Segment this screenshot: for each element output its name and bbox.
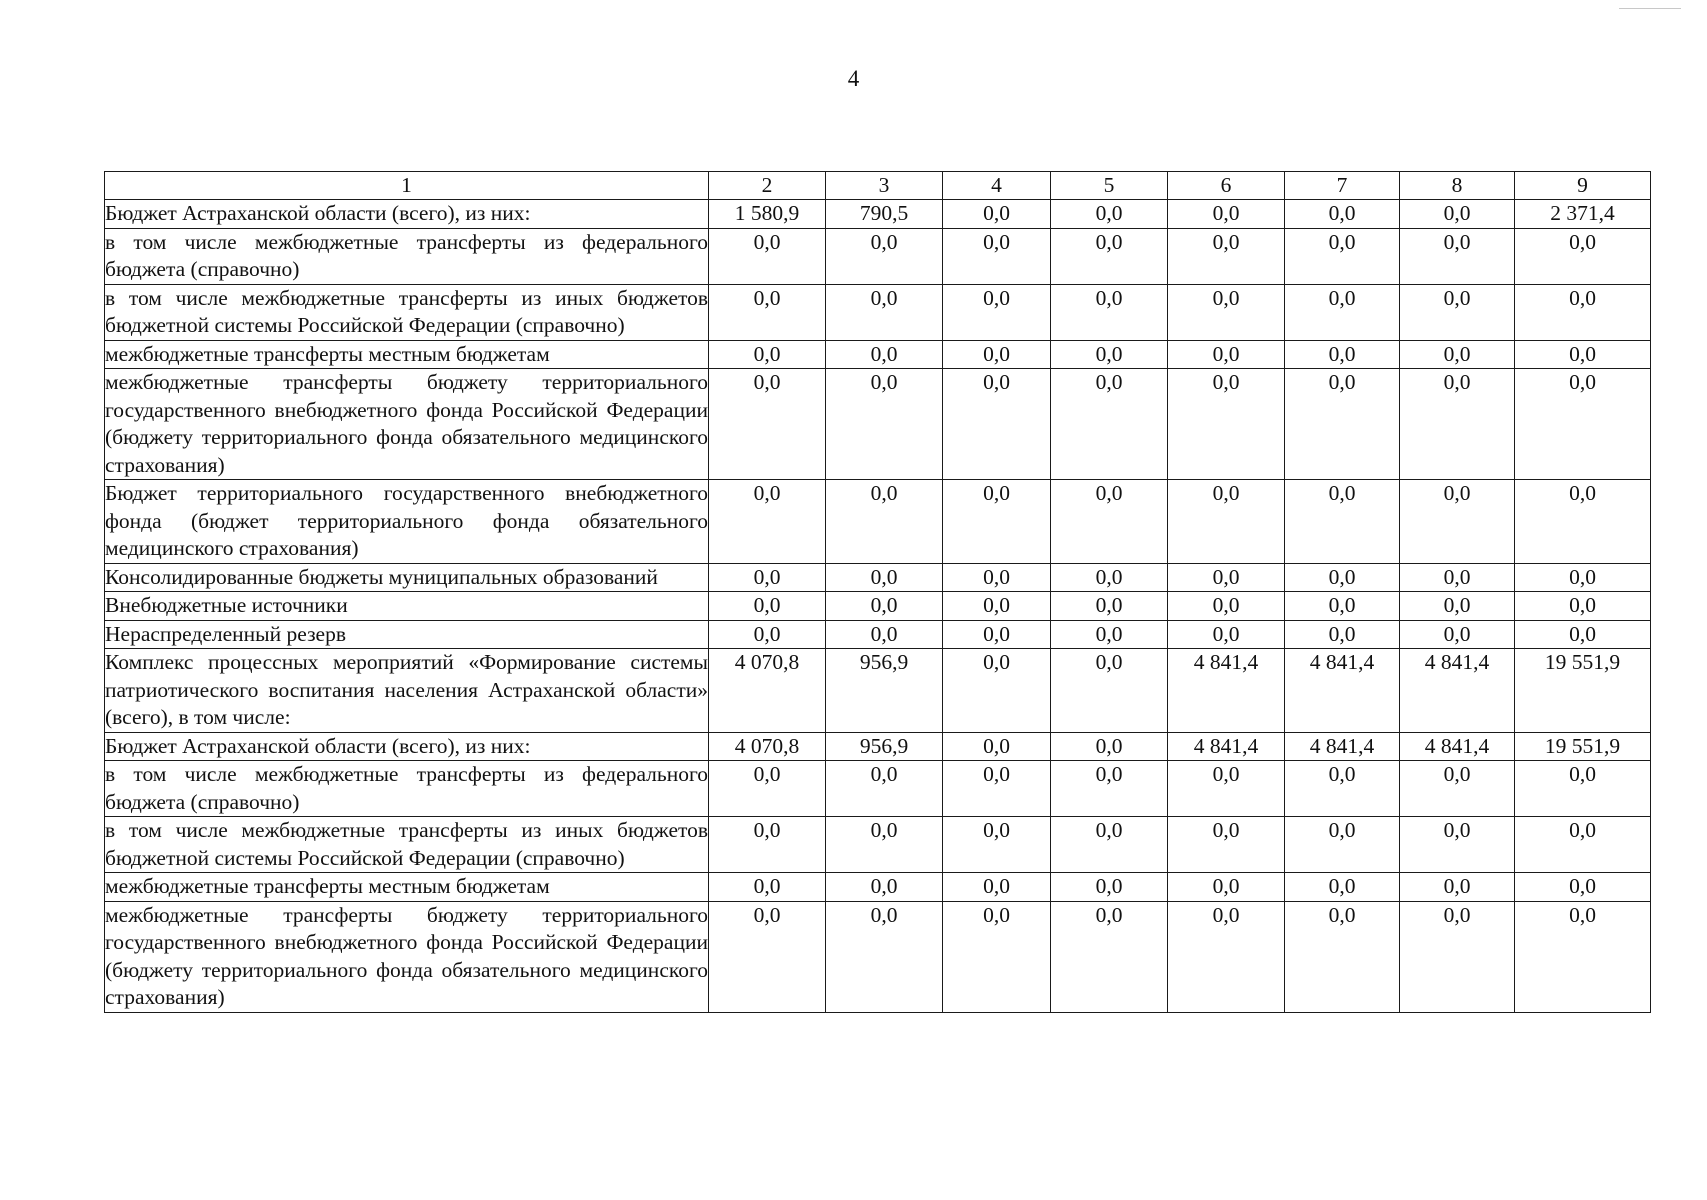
value-cell-col-5: 0,0 [1051,200,1168,229]
value-cell-col-2: 4 070,8 [709,649,826,733]
value-cell-col-7: 0,0 [1285,200,1400,229]
row-label: межбюджетные трансферты местным бюджетам [105,340,709,369]
value-cell-col-4: 0,0 [943,732,1051,761]
table-row [105,228,1651,284]
value-cell-col-8: 0,0 [1400,873,1515,902]
value-cell-col-8: 0,0 [1400,200,1515,229]
value-cell-col-6: 0,0 [1168,901,1285,1012]
value-cell-col-7: 0,0 [1285,761,1400,817]
row-label: в том числе межбюджетные трансферты из иных бюджетов бюджетной системы Российской Федерации (справочно) [105,817,709,873]
value-cell-col-3: 0,0 [826,563,943,592]
row-label: Внебюджетные источники [105,592,709,621]
value-cell-col-2: 0,0 [709,901,826,1012]
table-row [105,592,1651,621]
row-label: Бюджет территориального государственного внебюджетного фонда (бюджет территориального фонда обязательного медицинского страхования) [105,480,709,564]
page-number: 4 [847,66,860,91]
column-number-2: 2 [709,172,826,200]
value-cell-col-9: 0,0 [1515,369,1651,480]
value-cell-col-3: 0,0 [826,369,943,480]
value-cell-col-8: 0,0 [1400,563,1515,592]
column-number-7: 7 [1285,172,1400,200]
value-cell-col-5: 0,0 [1051,649,1168,733]
value-cell-col-6: 0,0 [1168,200,1285,229]
budget-table-body [105,172,1651,1013]
column-number-6: 6 [1168,172,1285,200]
value-cell-col-4: 0,0 [943,620,1051,649]
table-row [105,732,1651,761]
value-cell-col-2: 0,0 [709,228,826,284]
value-cell-col-7: 4 841,4 [1285,732,1400,761]
value-cell-col-9: 0,0 [1515,873,1651,902]
value-cell-col-8: 0,0 [1400,817,1515,873]
table-row [105,761,1651,817]
value-cell-col-4: 0,0 [943,592,1051,621]
value-cell-col-8: 0,0 [1400,369,1515,480]
table-row [105,284,1651,340]
row-label: Нераспределенный резерв [105,620,709,649]
value-cell-col-9: 0,0 [1515,340,1651,369]
value-cell-col-7: 0,0 [1285,563,1400,592]
value-cell-col-2: 0,0 [709,284,826,340]
column-number-4: 4 [943,172,1051,200]
value-cell-col-2: 0,0 [709,563,826,592]
value-cell-col-6: 0,0 [1168,340,1285,369]
table-row [105,563,1651,592]
value-cell-col-6: 0,0 [1168,369,1285,480]
value-cell-col-2: 4 070,8 [709,732,826,761]
value-cell-col-5: 0,0 [1051,228,1168,284]
value-cell-col-6: 0,0 [1168,761,1285,817]
value-cell-col-7: 0,0 [1285,480,1400,564]
value-cell-col-5: 0,0 [1051,901,1168,1012]
value-cell-col-9: 0,0 [1515,480,1651,564]
value-cell-col-5: 0,0 [1051,284,1168,340]
value-cell-col-8: 4 841,4 [1400,649,1515,733]
value-cell-col-5: 0,0 [1051,340,1168,369]
value-cell-col-7: 0,0 [1285,369,1400,480]
row-label: межбюджетные трансферты бюджету территориального государственного внебюджетного фонда Российской Федерации (бюджету территориального фонда обязательного медицинского страхования) [105,369,709,480]
value-cell-col-9: 0,0 [1515,284,1651,340]
column-number-8: 8 [1400,172,1515,200]
value-cell-col-3: 0,0 [826,620,943,649]
value-cell-col-5: 0,0 [1051,592,1168,621]
value-cell-col-4: 0,0 [943,480,1051,564]
row-label: в том числе межбюджетные трансферты из федерального бюджета (справочно) [105,761,709,817]
value-cell-col-7: 0,0 [1285,901,1400,1012]
value-cell-col-4: 0,0 [943,563,1051,592]
row-label: Бюджет Астраханской области (всего), из них: [105,200,709,229]
value-cell-col-9: 0,0 [1515,761,1651,817]
value-cell-col-2: 0,0 [709,620,826,649]
value-cell-col-3: 956,9 [826,649,943,733]
value-cell-col-4: 0,0 [943,340,1051,369]
value-cell-col-6: 0,0 [1168,228,1285,284]
row-label: Консолидированные бюджеты муниципальных образований [105,563,709,592]
value-cell-col-6: 0,0 [1168,563,1285,592]
table-row [105,620,1651,649]
table-row [105,340,1651,369]
value-cell-col-9: 19 551,9 [1515,649,1651,733]
value-cell-col-7: 4 841,4 [1285,649,1400,733]
row-label: межбюджетные трансферты бюджету территориального государственного внебюджетного фонда Российской Федерации (бюджету территориального фонда обязательного медицинского страхования) [105,901,709,1012]
value-cell-col-4: 0,0 [943,817,1051,873]
value-cell-col-6: 0,0 [1168,284,1285,340]
value-cell-col-4: 0,0 [943,369,1051,480]
value-cell-col-3: 0,0 [826,480,943,564]
table-row [105,873,1651,902]
value-cell-col-2: 0,0 [709,873,826,902]
table-row [105,369,1651,480]
value-cell-col-8: 0,0 [1400,592,1515,621]
table-row [105,480,1651,564]
column-number-9: 9 [1515,172,1651,200]
value-cell-col-9: 0,0 [1515,563,1651,592]
table-row [105,649,1651,733]
value-cell-col-2: 0,0 [709,817,826,873]
value-cell-col-4: 0,0 [943,901,1051,1012]
value-cell-col-3: 0,0 [826,228,943,284]
value-cell-col-3: 0,0 [826,761,943,817]
row-label: в том числе межбюджетные трансферты из федерального бюджета (справочно) [105,228,709,284]
scan-edge-mark [1619,8,1681,9]
value-cell-col-7: 0,0 [1285,284,1400,340]
value-cell-col-7: 0,0 [1285,592,1400,621]
value-cell-col-2: 0,0 [709,761,826,817]
value-cell-col-4: 0,0 [943,873,1051,902]
value-cell-col-8: 0,0 [1400,340,1515,369]
value-cell-col-8: 0,0 [1400,480,1515,564]
value-cell-col-6: 0,0 [1168,817,1285,873]
value-cell-col-9: 0,0 [1515,228,1651,284]
table-row [105,200,1651,229]
value-cell-col-5: 0,0 [1051,873,1168,902]
value-cell-col-4: 0,0 [943,649,1051,733]
column-number-1: 1 [105,172,709,200]
column-number-3: 3 [826,172,943,200]
value-cell-col-8: 4 841,4 [1400,732,1515,761]
value-cell-col-3: 0,0 [826,284,943,340]
value-cell-col-2: 0,0 [709,592,826,621]
value-cell-col-6: 0,0 [1168,873,1285,902]
value-cell-col-7: 0,0 [1285,340,1400,369]
value-cell-col-5: 0,0 [1051,732,1168,761]
value-cell-col-3: 0,0 [826,340,943,369]
value-cell-col-6: 0,0 [1168,480,1285,564]
value-cell-col-9: 0,0 [1515,901,1651,1012]
value-cell-col-5: 0,0 [1051,620,1168,649]
value-cell-col-2: 0,0 [709,480,826,564]
value-cell-col-3: 956,9 [826,732,943,761]
value-cell-col-3: 0,0 [826,901,943,1012]
value-cell-col-5: 0,0 [1051,817,1168,873]
value-cell-col-5: 0,0 [1051,563,1168,592]
value-cell-col-8: 0,0 [1400,284,1515,340]
table-header-row [105,172,1651,200]
value-cell-col-3: 0,0 [826,817,943,873]
value-cell-col-8: 0,0 [1400,228,1515,284]
value-cell-col-4: 0,0 [943,284,1051,340]
row-label: межбюджетные трансферты местным бюджетам [105,873,709,902]
value-cell-col-5: 0,0 [1051,369,1168,480]
row-label: Комплекс процессных мероприятий «Формирование системы патриотического воспитания населения Астраханской области» (всего), в том числе: [105,649,709,733]
value-cell-col-2: 0,0 [709,369,826,480]
value-cell-col-7: 0,0 [1285,873,1400,902]
row-label: Бюджет Астраханской области (всего), из них: [105,732,709,761]
row-label: в том числе межбюджетные трансферты из иных бюджетов бюджетной системы Российской Федерации (справочно) [105,284,709,340]
value-cell-col-9: 2 371,4 [1515,200,1651,229]
table-row [105,817,1651,873]
value-cell-col-3: 0,0 [826,592,943,621]
value-cell-col-4: 0,0 [943,200,1051,229]
value-cell-col-8: 0,0 [1400,761,1515,817]
value-cell-col-3: 790,5 [826,200,943,229]
value-cell-col-2: 1 580,9 [709,200,826,229]
value-cell-col-6: 0,0 [1168,592,1285,621]
value-cell-col-9: 0,0 [1515,817,1651,873]
budget-table [104,171,1651,1013]
value-cell-col-5: 0,0 [1051,480,1168,564]
value-cell-col-4: 0,0 [943,761,1051,817]
value-cell-col-8: 0,0 [1400,620,1515,649]
value-cell-col-4: 0,0 [943,228,1051,284]
value-cell-col-6: 0,0 [1168,620,1285,649]
column-number-5: 5 [1051,172,1168,200]
value-cell-col-3: 0,0 [826,873,943,902]
value-cell-col-9: 0,0 [1515,592,1651,621]
value-cell-col-9: 19 551,9 [1515,732,1651,761]
value-cell-col-2: 0,0 [709,340,826,369]
value-cell-col-7: 0,0 [1285,817,1400,873]
table-row [105,901,1651,1012]
value-cell-col-7: 0,0 [1285,228,1400,284]
value-cell-col-6: 4 841,4 [1168,732,1285,761]
value-cell-col-8: 0,0 [1400,901,1515,1012]
value-cell-col-5: 0,0 [1051,761,1168,817]
value-cell-col-9: 0,0 [1515,620,1651,649]
value-cell-col-7: 0,0 [1285,620,1400,649]
value-cell-col-6: 4 841,4 [1168,649,1285,733]
